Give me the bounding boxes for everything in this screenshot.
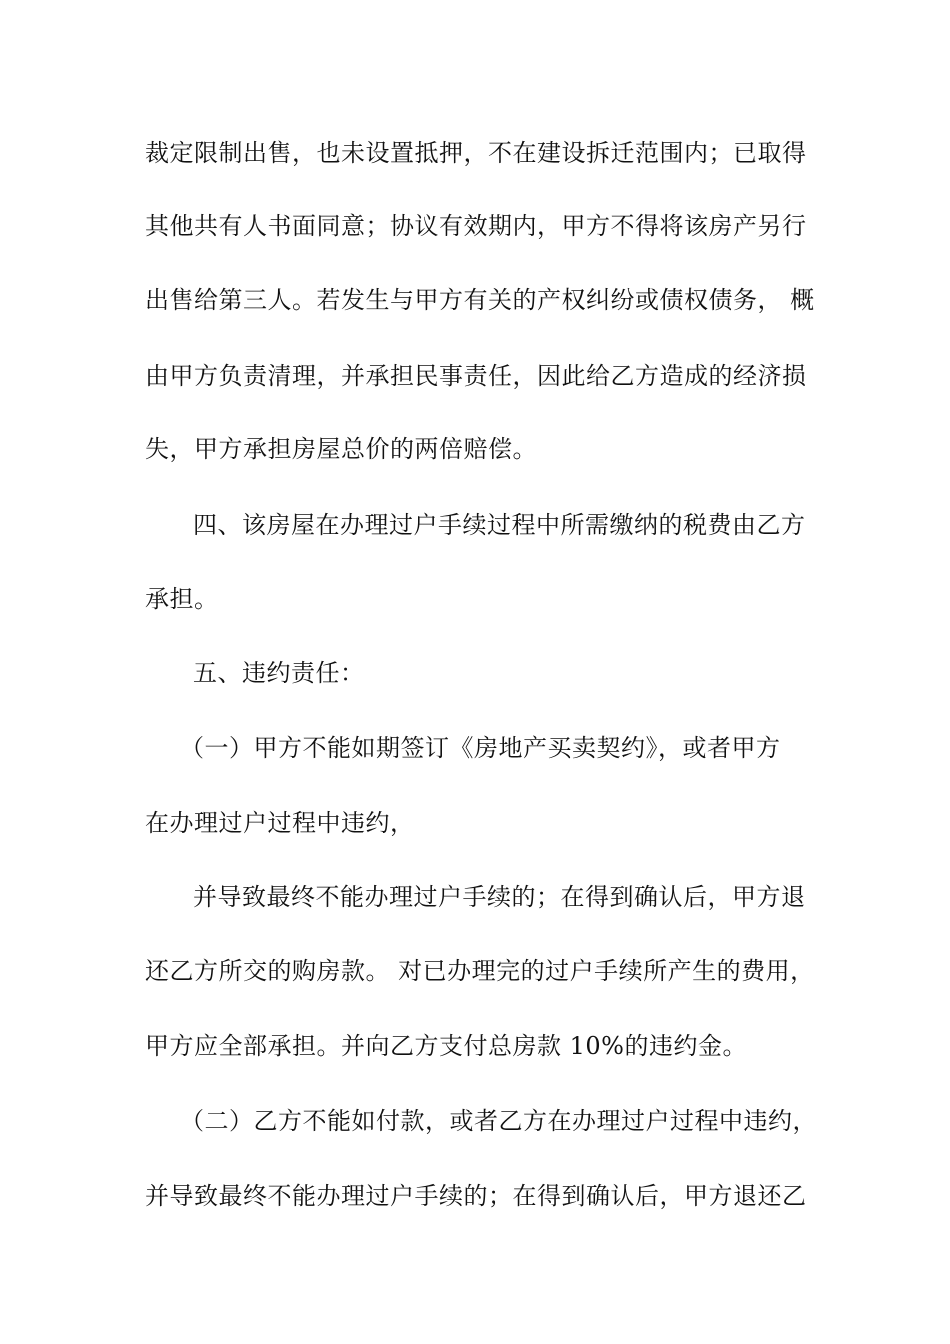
text-line: 承担。	[145, 585, 219, 613]
text-line: 由甲方负责清理，并承担民事责任，因此给乙方造成的经济损	[145, 362, 807, 390]
text-line-clause-one: （一）甲方不能如期签订《房地产买卖契约》，或者甲方	[180, 734, 781, 762]
text-line: 其他共有人书面同意；协议有效期内，甲方不得将该房产另行	[145, 212, 807, 240]
text-line: 还乙方所交的购房款。 对已办理完的过户手续所产生的费用，	[145, 957, 815, 985]
text-line: 甲方应全部承担。并向乙方支付总房款 10%的违约金。	[145, 1032, 747, 1060]
text-line-clause-two: （二）乙方不能如付款，或者乙方在办理过户过程中违约，	[180, 1107, 817, 1135]
text-line-section-four: 四、该房屋在办理过户手续过程中所需缴纳的税费由乙方	[193, 511, 806, 539]
text-line: 并导致最终不能办理过户手续的；在得到确认后，甲方退还乙	[145, 1182, 807, 1210]
text-line: 并导致最终不能办理过户手续的；在得到确认后，甲方退	[193, 883, 806, 911]
text-line: 裁定限制出售，也未设置抵押，不在建设拆迁范围内；已取得	[145, 139, 807, 167]
text-line: 出售给第三人。若发生与甲方有关的产权纠纷或债权债务， 概	[145, 286, 815, 314]
text-line: 失，甲方承担房屋总价的两倍赔偿。	[145, 435, 537, 463]
text-line-section-five-heading: 五、违约责任：	[193, 659, 365, 687]
text-line: 在办理过户过程中违约，	[145, 809, 415, 837]
